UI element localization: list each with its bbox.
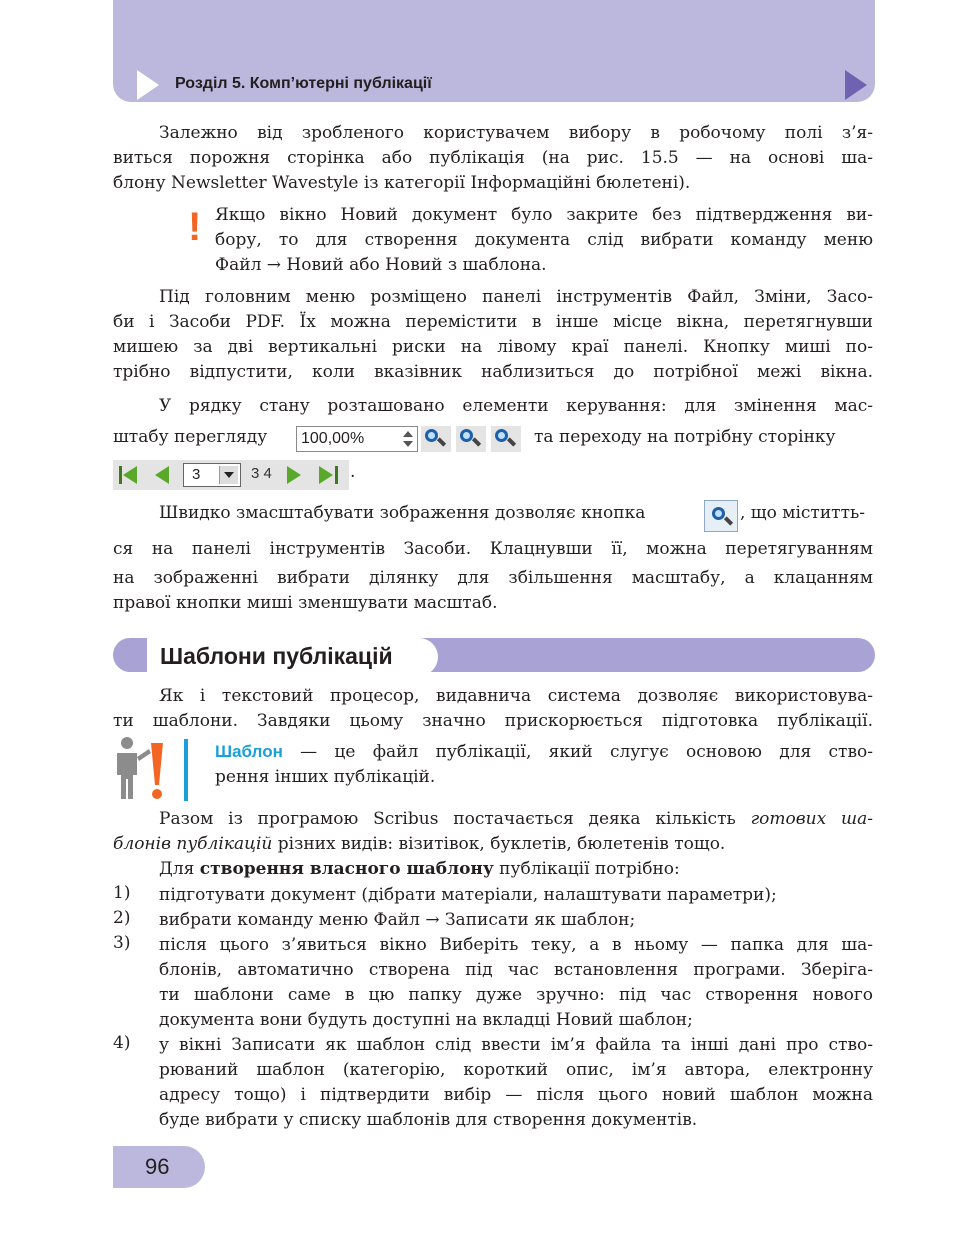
text-line [215, 739, 873, 765]
zoom-value: 100,00% [301, 430, 365, 447]
paragraph-2 [113, 285, 873, 385]
last-page-button[interactable] [315, 463, 341, 487]
previous-page-button[interactable] [151, 463, 177, 487]
text-line: підготувати документ (дібрати матеріали, налаштувати параметри); [159, 885, 777, 905]
text-line: блону Newsletter Wavestyle із категорії Інформаційні бюлетені). [113, 173, 691, 193]
page-number: 96 [145, 1154, 170, 1179]
text-line: документа вони будуть доступні на вкладці Новий шаблон; [159, 1010, 693, 1030]
chevron-down-icon[interactable] [219, 466, 238, 484]
text-line: після цього з’явиться вікно Виберіть теку, а в ньому — папка для ша- [159, 935, 873, 955]
text-fragment: — це файл публікації, який слугує основою для ство- [282, 742, 873, 762]
warning-note [215, 203, 873, 278]
text-line: мишею за дві вертикальні риски на лівому краї панелі. Кнопку миші по- [113, 337, 873, 357]
list-number: 3) [113, 933, 131, 953]
text-line: ся на панелі інструментів Засоби. Клацнувши її, можна перетягуванням [113, 539, 873, 559]
text-fragment: , що міститть- [740, 503, 865, 523]
zoom-reset-button[interactable] [456, 426, 486, 452]
text-fragment: штабу перегляду [113, 427, 268, 447]
list-item [159, 1033, 873, 1133]
list-item [159, 908, 873, 933]
definition-bar [184, 739, 188, 801]
text-line: бору, то для створення документа слід вибрати команду меню [215, 230, 873, 250]
page-select[interactable] [183, 463, 241, 487]
zoom-in-button[interactable] [491, 426, 521, 452]
person-exclamation-icon [113, 735, 173, 801]
text-fragment: Для [159, 859, 200, 879]
list-number: 2) [113, 908, 131, 928]
paragraph-6 [113, 807, 873, 882]
text-line: блонів, автоматично створена під час встановлення програми. Зберіга- [159, 960, 873, 980]
text-line: Як і текстовий процесор, видавнича система дозволяє використовува- [159, 686, 873, 706]
text-line: вибрати команду меню Файл → Записати як шаблон; [159, 910, 636, 930]
text-line: правої кнопки миші зменшувати масштаб. [113, 593, 498, 613]
text-fragment: блонів публікацій [113, 834, 273, 854]
text-fragment: готових ша- [750, 809, 874, 829]
first-page-icon [123, 466, 137, 484]
text-line [113, 857, 873, 882]
header-triangle-left-icon [137, 70, 159, 100]
first-page-button[interactable] [117, 463, 143, 487]
text-fragment: створення власного шаблону [199, 859, 494, 879]
magnifier-icon [712, 507, 725, 520]
text-line: адресу тощо) і підтвердити вибір — після цього новий шаблон можна [159, 1085, 873, 1105]
page-navigation-bar [113, 460, 349, 490]
text-line: Залежно від зробленого користувачем вибору в робочому полі з’я- [159, 123, 873, 143]
text-line [113, 807, 873, 832]
zoom-input[interactable] [296, 426, 418, 452]
zoom-out-button[interactable] [421, 426, 451, 452]
text-line [113, 832, 873, 857]
paragraph-5 [113, 684, 873, 734]
list-item [159, 883, 873, 908]
text-line: У рядку стану розташовано елементи керування: для змінення мас- [159, 396, 873, 416]
arrow-left-icon [155, 466, 169, 484]
text-line: Під головним меню розміщено панелі інструментів Файл, Зміни, Засо- [159, 287, 873, 307]
paragraph-3 [113, 394, 873, 419]
paragraph-4 [113, 535, 873, 614]
header-triangle-right-icon [845, 70, 867, 100]
page-count: 3 4 [251, 465, 272, 482]
text-line: ти шаблони. Завдяки цьому значно прискорюється підготовка публікації. [113, 711, 873, 731]
text-fragment: різних видів: візитівок, буклетів, бюлетенів тощо. [272, 834, 726, 854]
text-line: би і Засоби PDF. Їх можна перемістити в інше місце вікна, перетягнувши [113, 312, 873, 332]
zoom-tool-button[interactable] [704, 500, 738, 532]
term: Шаблон [215, 742, 283, 761]
paragraph-1 [113, 121, 873, 196]
text-fragment: . [350, 462, 356, 482]
text-fragment: Швидко змасштабувати зображення дозволяє кнопка [159, 503, 646, 523]
text-line: на зображенні вибрати ділянку для збільшення масштабу, а клацанням [113, 568, 873, 588]
zoom-spinner[interactable] [401, 429, 415, 449]
text-line: трібно відпустити, коли вказівник наблизиться до потрібної межі вікна. [113, 362, 873, 382]
text-fragment: та переходу на потрібну сторінку [534, 427, 836, 447]
arrow-right-icon [287, 466, 301, 484]
text-line: Файл → Новий або Новий з шаблона. [215, 255, 547, 275]
exclamation-icon: ! [188, 205, 202, 249]
chapter-title: Розділ 5. Комп’ютерні публікації [175, 75, 432, 92]
list-number: 1) [113, 883, 131, 903]
text-line: ти шаблони саме в цю папку дуже зручно: під час створення нового [159, 985, 873, 1005]
next-page-button[interactable] [281, 463, 307, 487]
section-left-cap [113, 638, 147, 672]
text-fragment: Разом із програмою Scribus постачається деяка кількість [159, 809, 751, 829]
text-line: рення інших публікацій. [215, 767, 436, 787]
list-number: 4) [113, 1033, 131, 1053]
text-line: у вікні Записати як шаблон слід ввести ім’я файла та інші дані про ство- [159, 1035, 873, 1055]
text-line: буде вибрати у списку шаблонів для створення документів. [159, 1110, 698, 1130]
text-line: рюваний шаблон (категорію, короткий опис, ім’я автора, електронну [159, 1060, 873, 1080]
text-line: виться порожня сторінка або публікація (на рис. 15.5 — на основі ша- [113, 148, 873, 168]
section-title: Шаблони публікацій [160, 643, 393, 669]
last-page-icon [319, 466, 333, 484]
text-line: Якщо вікно Новий документ було закрите без підтвердження ви- [215, 205, 873, 225]
definition-block [215, 739, 873, 790]
page-value: 3 [192, 466, 201, 483]
text-fragment: публікації потрібно: [493, 859, 680, 879]
list-item [159, 933, 873, 1033]
